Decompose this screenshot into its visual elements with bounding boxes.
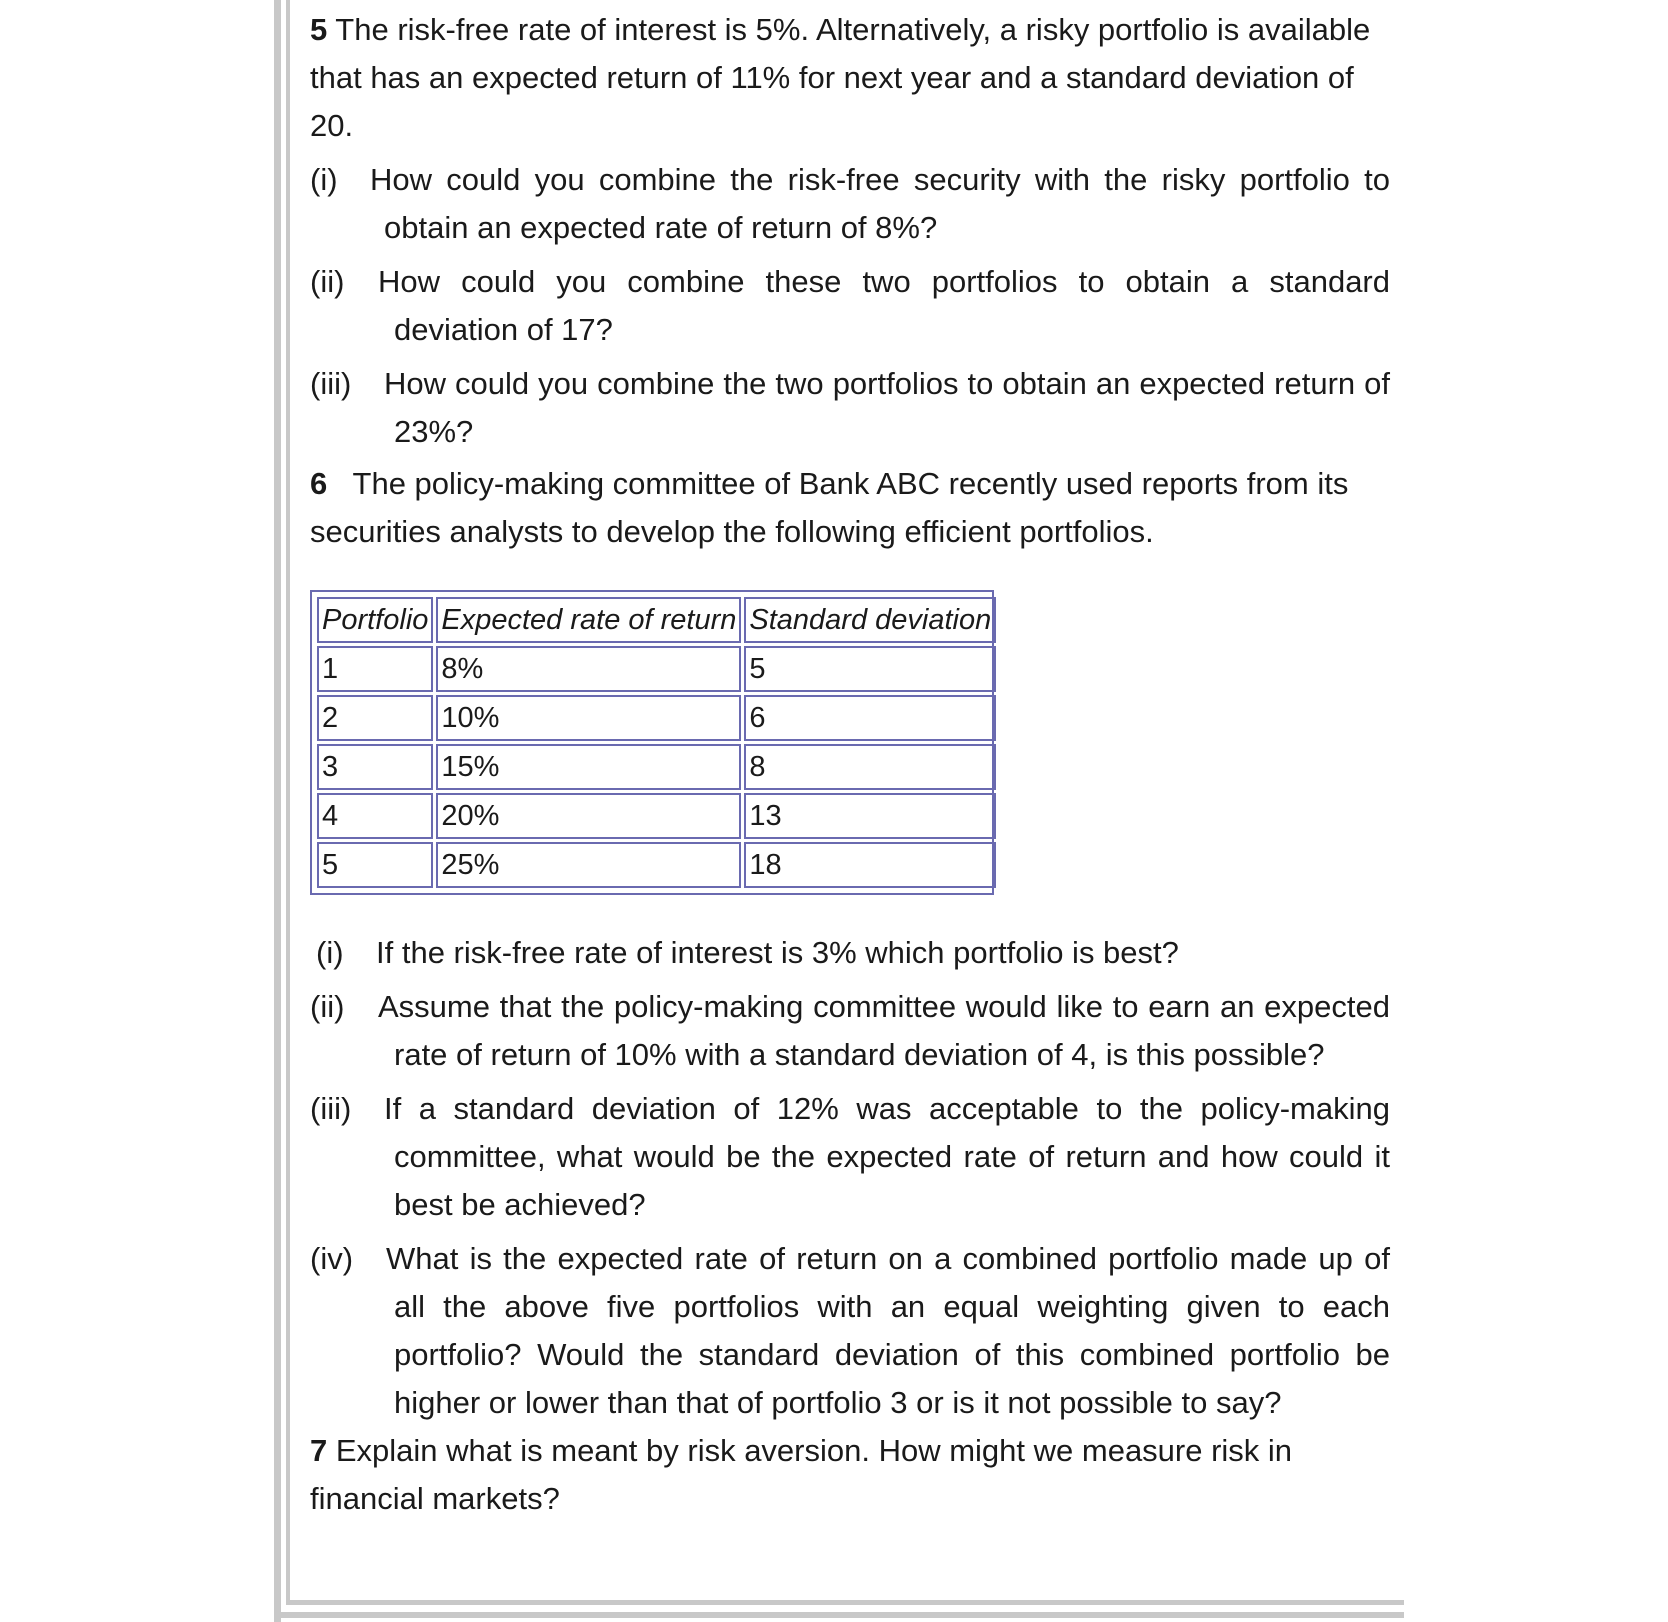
cell-portfolio: 1 [317,646,433,692]
part-text: How could you combine these two portfolios to obtain a standard deviation of 17? [378,264,1390,347]
table-row [317,793,996,839]
table-row [317,842,996,888]
question-7-number: 7 [310,1433,328,1468]
question-5-part-iii [310,360,1390,456]
question-6-text: The policy-making committee of Bank ABC recently used reports from its securities analysts to develop the following efficient portfolios. [310,466,1357,549]
header-expected-return: Expected rate of return [436,597,741,643]
question-6-number: 6 [310,466,328,501]
cell-standard-deviation: 18 [744,842,996,888]
part-text: Assume that the policy-making committee would like to earn an expected rate of return of 10% with a standard deviation of 4, is this possible? [378,989,1390,1072]
question-5-part-ii [310,258,1390,354]
question-7 [310,1427,1390,1523]
cell-expected-return: 8% [436,646,741,692]
cell-portfolio: 2 [317,695,433,741]
table-row [317,744,996,790]
cell-portfolio: 3 [317,744,433,790]
part-text: If the risk-free rate of interest is 3% which portfolio is best? [376,935,1179,970]
cell-standard-deviation: 8 [744,744,996,790]
frame-bottom-inner-border [286,1600,1404,1605]
cell-portfolio: 5 [317,842,433,888]
frame-bottom-outer-border [274,1612,1404,1618]
part-text: How could you combine the risk-free security with the risky portfolio to obtain an expected rate of return of 8%? [370,162,1390,245]
part-number: (iv) [310,1241,354,1276]
header-standard-deviation: Standard deviation [744,597,996,643]
cell-expected-return: 10% [436,695,741,741]
cell-standard-deviation: 5 [744,646,996,692]
part-number: (iii) [310,1091,352,1126]
question-7-text: Explain what is meant by risk aversion. How might we measure risk in financial markets? [310,1433,1293,1516]
document-content [310,6,1390,1523]
portfolio-table [310,590,994,895]
part-number: (i) [310,162,338,197]
cell-expected-return: 20% [436,793,741,839]
cell-expected-return: 25% [436,842,741,888]
part-number: (ii) [310,989,345,1024]
header-portfolio: Portfolio [317,597,433,643]
question-6-part-iv [310,1235,1390,1427]
cell-standard-deviation: 13 [744,793,996,839]
question-5-part-i [310,156,1390,252]
part-text: If a standard deviation of 12% was acceptable to the policy-making committee, what would be the expected rate of return and how could it best be achieved? [384,1091,1390,1222]
question-6-part-i [310,929,1390,977]
question-5-text: The risk-free rate of interest is 5%. Alternatively, a risky portfolio is available that has an expected return of 11% for next year and a standard deviation of 20. [310,12,1371,143]
table-header-row [317,597,996,643]
cell-portfolio: 4 [317,793,433,839]
part-text: What is the expected rate of return on a combined portfolio made up of all the above five portfolios with an equal weighting given to each portfolio? Would the standard deviation of this combined portfolio be higher or lower than that of portfolio 3 or is it not possible to say? [386,1241,1390,1420]
part-number: (i) [316,935,344,970]
question-5-intro [310,6,1390,150]
frame-left-outer-border [274,0,281,1622]
part-text: How could you combine the two portfolios to obtain an expected return of 23%? [384,366,1390,449]
cell-standard-deviation: 6 [744,695,996,741]
table-row [317,646,996,692]
question-6-part-iii [310,1085,1390,1229]
question-6-part-ii [310,983,1390,1079]
cell-expected-return: 15% [436,744,741,790]
part-number: (ii) [310,264,345,299]
frame-left-inner-border [286,0,290,1604]
question-5-number: 5 [310,12,328,47]
part-number: (iii) [310,366,352,401]
question-6-intro [310,460,1390,556]
table-row [317,695,996,741]
